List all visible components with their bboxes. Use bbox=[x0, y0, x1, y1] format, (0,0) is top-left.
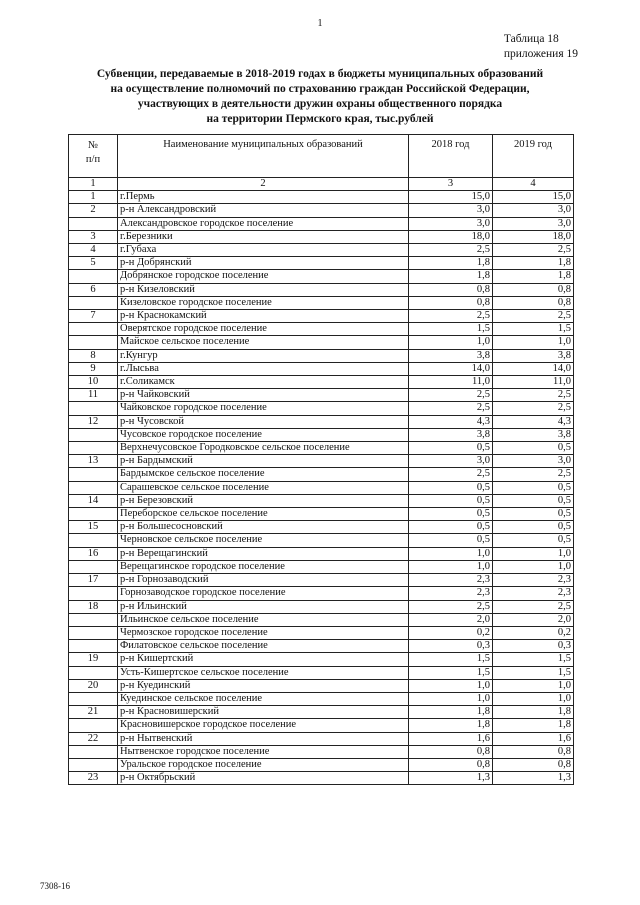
row-value-2019: 2,5 bbox=[493, 402, 574, 415]
row-value-2018: 3,8 bbox=[409, 349, 493, 362]
row-value-2019: 0,5 bbox=[493, 508, 574, 521]
row-name: Оверятское городское поселение bbox=[118, 323, 409, 336]
table-row bbox=[69, 428, 574, 441]
row-value-2019: 0,8 bbox=[493, 758, 574, 771]
row-number bbox=[69, 758, 118, 771]
table-label bbox=[504, 32, 578, 62]
row-name: г.Соликамск bbox=[118, 376, 409, 389]
table-label-line: приложения 19 bbox=[503, 48, 578, 60]
row-number: 8 bbox=[69, 349, 118, 362]
row-value-2018: 2,5 bbox=[409, 244, 493, 257]
row-number: 21 bbox=[69, 706, 118, 719]
row-value-2019: 18,0 bbox=[493, 230, 574, 243]
row-number bbox=[69, 336, 118, 349]
row-value-2018: 1,8 bbox=[409, 706, 493, 719]
table-row bbox=[69, 521, 574, 534]
row-value-2018: 2,5 bbox=[409, 310, 493, 323]
row-value-2018: 1,0 bbox=[409, 336, 493, 349]
table-row bbox=[69, 191, 574, 204]
row-value-2019: 1,0 bbox=[493, 692, 574, 705]
table-row bbox=[69, 534, 574, 547]
table-row bbox=[69, 666, 574, 679]
table-row bbox=[69, 310, 574, 323]
table-row bbox=[69, 626, 574, 639]
table-row bbox=[69, 270, 574, 283]
row-value-2019: 3,8 bbox=[493, 428, 574, 441]
row-number bbox=[69, 613, 118, 626]
row-value-2018: 0,5 bbox=[409, 534, 493, 547]
row-number: 12 bbox=[69, 415, 118, 428]
row-name: р-н Нытвенский bbox=[118, 732, 409, 745]
row-name: Верхнечусовское Городковское сельское поселение bbox=[118, 442, 409, 455]
table-row bbox=[69, 560, 574, 573]
row-name: Чермозское городское поселение bbox=[118, 626, 409, 639]
row-name: р-н Красновишерский bbox=[118, 706, 409, 719]
row-name: Бардымское сельское поселение bbox=[118, 468, 409, 481]
table-row bbox=[69, 217, 574, 230]
row-number bbox=[69, 428, 118, 441]
table-row bbox=[69, 613, 574, 626]
header-2018: 2018 год bbox=[409, 135, 493, 178]
row-value-2019: 2,5 bbox=[493, 310, 574, 323]
row-number bbox=[69, 296, 118, 309]
row-name: р-н Кишертский bbox=[118, 653, 409, 666]
column-numbers-row bbox=[69, 178, 574, 191]
row-number: 13 bbox=[69, 455, 118, 468]
row-value-2018: 1,8 bbox=[409, 719, 493, 732]
row-value-2018: 3,0 bbox=[409, 204, 493, 217]
row-value-2018: 1,0 bbox=[409, 692, 493, 705]
row-value-2018: 1,8 bbox=[409, 257, 493, 270]
header-num-line: п/п bbox=[85, 154, 101, 165]
table-row bbox=[69, 362, 574, 375]
row-value-2019: 0,2 bbox=[493, 626, 574, 639]
row-value-2019: 3,0 bbox=[493, 204, 574, 217]
header-num-line: № bbox=[87, 140, 99, 151]
row-name: Черновское сельское поселение bbox=[118, 534, 409, 547]
row-value-2019: 0,3 bbox=[493, 640, 574, 653]
row-number bbox=[69, 402, 118, 415]
row-value-2018: 0,5 bbox=[409, 521, 493, 534]
row-number: 7 bbox=[69, 310, 118, 323]
table-row bbox=[69, 455, 574, 468]
row-number: 20 bbox=[69, 679, 118, 692]
subsidies-table bbox=[68, 134, 574, 785]
row-value-2018: 0,8 bbox=[409, 745, 493, 758]
row-name: Сарашевское сельское поселение bbox=[118, 481, 409, 494]
row-value-2018: 0,2 bbox=[409, 626, 493, 639]
row-name: Ильинское сельское поселение bbox=[118, 613, 409, 626]
table-row bbox=[69, 640, 574, 653]
column-number: 1 bbox=[69, 178, 118, 191]
row-value-2019: 0,8 bbox=[493, 296, 574, 309]
row-number bbox=[69, 719, 118, 732]
row-value-2019: 1,5 bbox=[493, 323, 574, 336]
row-value-2018: 0,5 bbox=[409, 442, 493, 455]
table-row bbox=[69, 296, 574, 309]
row-value-2019: 1,0 bbox=[493, 336, 574, 349]
row-number bbox=[69, 442, 118, 455]
row-value-2019: 1,5 bbox=[493, 653, 574, 666]
row-value-2018: 18,0 bbox=[409, 230, 493, 243]
row-value-2019: 2,0 bbox=[493, 613, 574, 626]
column-number: 3 bbox=[409, 178, 493, 191]
table-row bbox=[69, 402, 574, 415]
row-value-2019: 2,5 bbox=[493, 468, 574, 481]
row-name: Горнозаводское городское поселение bbox=[118, 587, 409, 600]
row-value-2018: 0,5 bbox=[409, 481, 493, 494]
row-value-2018: 0,5 bbox=[409, 508, 493, 521]
row-value-2018: 2,3 bbox=[409, 587, 493, 600]
row-value-2018: 2,0 bbox=[409, 613, 493, 626]
table-row bbox=[69, 230, 574, 243]
row-value-2019: 14,0 bbox=[493, 362, 574, 375]
table-row bbox=[69, 323, 574, 336]
row-number bbox=[69, 468, 118, 481]
row-number: 4 bbox=[69, 244, 118, 257]
row-name: Красновишерское городское поселение bbox=[118, 719, 409, 732]
table-label-line: Таблица 18 bbox=[503, 33, 559, 45]
row-value-2018: 3,0 bbox=[409, 455, 493, 468]
row-value-2019: 2,3 bbox=[493, 574, 574, 587]
row-number bbox=[69, 692, 118, 705]
row-value-2019: 2,5 bbox=[493, 600, 574, 613]
row-value-2019: 3,0 bbox=[493, 455, 574, 468]
row-value-2018: 0,5 bbox=[409, 494, 493, 507]
table-row bbox=[69, 389, 574, 402]
row-value-2018: 1,5 bbox=[409, 323, 493, 336]
row-number: 19 bbox=[69, 653, 118, 666]
title-line: Субвенции, передаваемые в 2018-2019 годах в бюджеты муниципальных образований bbox=[96, 68, 544, 80]
table-row bbox=[69, 257, 574, 270]
row-value-2018: 1,5 bbox=[409, 666, 493, 679]
row-value-2019: 0,5 bbox=[493, 521, 574, 534]
row-value-2018: 1,5 bbox=[409, 653, 493, 666]
row-value-2019: 2,5 bbox=[493, 389, 574, 402]
table-row bbox=[69, 349, 574, 362]
row-value-2019: 0,5 bbox=[493, 442, 574, 455]
row-number: 16 bbox=[69, 547, 118, 560]
row-value-2019: 1,8 bbox=[493, 706, 574, 719]
table-row bbox=[69, 679, 574, 692]
row-value-2019: 11,0 bbox=[493, 376, 574, 389]
row-value-2018: 2,5 bbox=[409, 600, 493, 613]
document-title bbox=[0, 67, 640, 127]
title-line: на территории Пермского края, тыс.рублей bbox=[206, 113, 434, 125]
row-value-2019: 2,3 bbox=[493, 587, 574, 600]
row-number: 5 bbox=[69, 257, 118, 270]
row-value-2018: 0,8 bbox=[409, 283, 493, 296]
table-row bbox=[69, 481, 574, 494]
row-number: 22 bbox=[69, 732, 118, 745]
row-name: Усть-Кишертское сельское поселение bbox=[118, 666, 409, 679]
row-name: р-н Краснокамский bbox=[118, 310, 409, 323]
row-name: Верещагинское городское поселение bbox=[118, 560, 409, 573]
table-row bbox=[69, 508, 574, 521]
row-number: 6 bbox=[69, 283, 118, 296]
row-value-2019: 1,8 bbox=[493, 270, 574, 283]
table-row bbox=[69, 468, 574, 481]
row-name: р-н Александровский bbox=[118, 204, 409, 217]
row-value-2018: 3,0 bbox=[409, 217, 493, 230]
row-name: Уральское городское поселение bbox=[118, 758, 409, 771]
row-name: г.Пермь bbox=[118, 191, 409, 204]
table-body bbox=[69, 191, 574, 785]
row-value-2019: 1,3 bbox=[493, 772, 574, 785]
table-row bbox=[69, 442, 574, 455]
row-name: г.Губаха bbox=[118, 244, 409, 257]
row-number: 17 bbox=[69, 574, 118, 587]
row-number: 15 bbox=[69, 521, 118, 534]
row-number bbox=[69, 323, 118, 336]
row-name: Добрянское городское поселение bbox=[118, 270, 409, 283]
row-value-2018: 15,0 bbox=[409, 191, 493, 204]
row-name: Нытвенское городское поселение bbox=[118, 745, 409, 758]
row-number bbox=[69, 745, 118, 758]
row-name: р-н Добрянский bbox=[118, 257, 409, 270]
header-2019: 2019 год bbox=[493, 135, 574, 178]
row-value-2018: 14,0 bbox=[409, 362, 493, 375]
row-number: 9 bbox=[69, 362, 118, 375]
footer-code: 7308-16 bbox=[40, 881, 70, 891]
row-value-2019: 1,0 bbox=[493, 547, 574, 560]
header-row bbox=[69, 135, 574, 178]
row-number: 1 bbox=[69, 191, 118, 204]
row-name: г.Кунгур bbox=[118, 349, 409, 362]
row-name: р-н Чайковский bbox=[118, 389, 409, 402]
row-number: 10 bbox=[69, 376, 118, 389]
row-value-2019: 1,5 bbox=[493, 666, 574, 679]
row-name: Кизеловское городское поселение bbox=[118, 296, 409, 309]
row-name: Майское сельское поселение bbox=[118, 336, 409, 349]
row-name: р-н Бардымский bbox=[118, 455, 409, 468]
row-name: р-н Верещагинский bbox=[118, 547, 409, 560]
row-value-2018: 0,8 bbox=[409, 758, 493, 771]
row-value-2019: 0,8 bbox=[493, 745, 574, 758]
row-value-2019: 15,0 bbox=[493, 191, 574, 204]
row-value-2018: 11,0 bbox=[409, 376, 493, 389]
page-number: 1 bbox=[317, 18, 323, 29]
table-row bbox=[69, 283, 574, 296]
row-value-2018: 2,5 bbox=[409, 389, 493, 402]
row-value-2019: 1,8 bbox=[493, 257, 574, 270]
row-value-2018: 0,8 bbox=[409, 296, 493, 309]
header-name: Наименование муниципальных образований bbox=[118, 135, 409, 178]
row-value-2019: 3,0 bbox=[493, 217, 574, 230]
row-name: Александровское городское поселение bbox=[118, 217, 409, 230]
row-number bbox=[69, 534, 118, 547]
row-name: Чусовское городское поселение bbox=[118, 428, 409, 441]
table-row bbox=[69, 719, 574, 732]
row-value-2018: 3,8 bbox=[409, 428, 493, 441]
row-name: р-н Большесосновский bbox=[118, 521, 409, 534]
row-name: г.Березники bbox=[118, 230, 409, 243]
row-name: р-н Куединский bbox=[118, 679, 409, 692]
row-number bbox=[69, 640, 118, 653]
row-value-2019: 0,8 bbox=[493, 283, 574, 296]
row-value-2018: 2,5 bbox=[409, 402, 493, 415]
table-row bbox=[69, 204, 574, 217]
row-name: Чайковское городское поселение bbox=[118, 402, 409, 415]
row-value-2018: 1,8 bbox=[409, 270, 493, 283]
title-line: участвующих в деятельности дружин охраны общественного порядка bbox=[137, 98, 503, 110]
row-value-2019: 4,3 bbox=[493, 415, 574, 428]
table-row bbox=[69, 772, 574, 785]
table-row bbox=[69, 600, 574, 613]
row-value-2019: 1,8 bbox=[493, 719, 574, 732]
row-name: Переборское сельское поселение bbox=[118, 508, 409, 521]
row-number: 18 bbox=[69, 600, 118, 613]
column-number: 2 bbox=[118, 178, 409, 191]
row-value-2018: 0,3 bbox=[409, 640, 493, 653]
table-row bbox=[69, 745, 574, 758]
row-value-2018: 1,0 bbox=[409, 547, 493, 560]
table-row bbox=[69, 574, 574, 587]
row-number bbox=[69, 587, 118, 600]
row-value-2019: 0,5 bbox=[493, 494, 574, 507]
row-number: 14 bbox=[69, 494, 118, 507]
row-value-2018: 4,3 bbox=[409, 415, 493, 428]
row-value-2018: 2,3 bbox=[409, 574, 493, 587]
row-value-2018: 1,0 bbox=[409, 560, 493, 573]
table-row bbox=[69, 494, 574, 507]
table-row bbox=[69, 732, 574, 745]
row-value-2019: 3,8 bbox=[493, 349, 574, 362]
row-number bbox=[69, 217, 118, 230]
row-value-2019: 1,0 bbox=[493, 679, 574, 692]
row-value-2018: 1,3 bbox=[409, 772, 493, 785]
row-name: г.Лысьва bbox=[118, 362, 409, 375]
table-row bbox=[69, 758, 574, 771]
row-name: р-н Березовский bbox=[118, 494, 409, 507]
row-number bbox=[69, 626, 118, 639]
row-number bbox=[69, 481, 118, 494]
table-row bbox=[69, 336, 574, 349]
row-name: Филатовское сельское поселение bbox=[118, 640, 409, 653]
row-number: 3 bbox=[69, 230, 118, 243]
row-value-2018: 1,0 bbox=[409, 679, 493, 692]
row-value-2018: 1,6 bbox=[409, 732, 493, 745]
table-row bbox=[69, 547, 574, 560]
row-name: р-н Кизеловский bbox=[118, 283, 409, 296]
header-num bbox=[69, 135, 118, 178]
table-row bbox=[69, 415, 574, 428]
row-name: р-н Октябрьский bbox=[118, 772, 409, 785]
row-value-2019: 2,5 bbox=[493, 244, 574, 257]
table-row bbox=[69, 692, 574, 705]
row-number bbox=[69, 666, 118, 679]
row-value-2019: 0,5 bbox=[493, 534, 574, 547]
row-name: р-н Ильинский bbox=[118, 600, 409, 613]
row-number bbox=[69, 270, 118, 283]
row-value-2019: 0,5 bbox=[493, 481, 574, 494]
title-line: на осуществление полномочий по страхованию граждан Российской Федерации, bbox=[110, 83, 530, 95]
row-value-2018: 2,5 bbox=[409, 468, 493, 481]
row-name: Куединское сельское поселение bbox=[118, 692, 409, 705]
row-name: р-н Горнозаводский bbox=[118, 574, 409, 587]
table-row bbox=[69, 653, 574, 666]
table-row bbox=[69, 376, 574, 389]
table-row bbox=[69, 706, 574, 719]
table-row bbox=[69, 587, 574, 600]
column-number: 4 bbox=[493, 178, 574, 191]
row-number: 11 bbox=[69, 389, 118, 402]
row-name: р-н Чусовской bbox=[118, 415, 409, 428]
row-value-2019: 1,6 bbox=[493, 732, 574, 745]
row-number: 2 bbox=[69, 204, 118, 217]
row-value-2019: 1,0 bbox=[493, 560, 574, 573]
row-number: 23 bbox=[69, 772, 118, 785]
table-row bbox=[69, 244, 574, 257]
row-number bbox=[69, 560, 118, 573]
row-number bbox=[69, 508, 118, 521]
